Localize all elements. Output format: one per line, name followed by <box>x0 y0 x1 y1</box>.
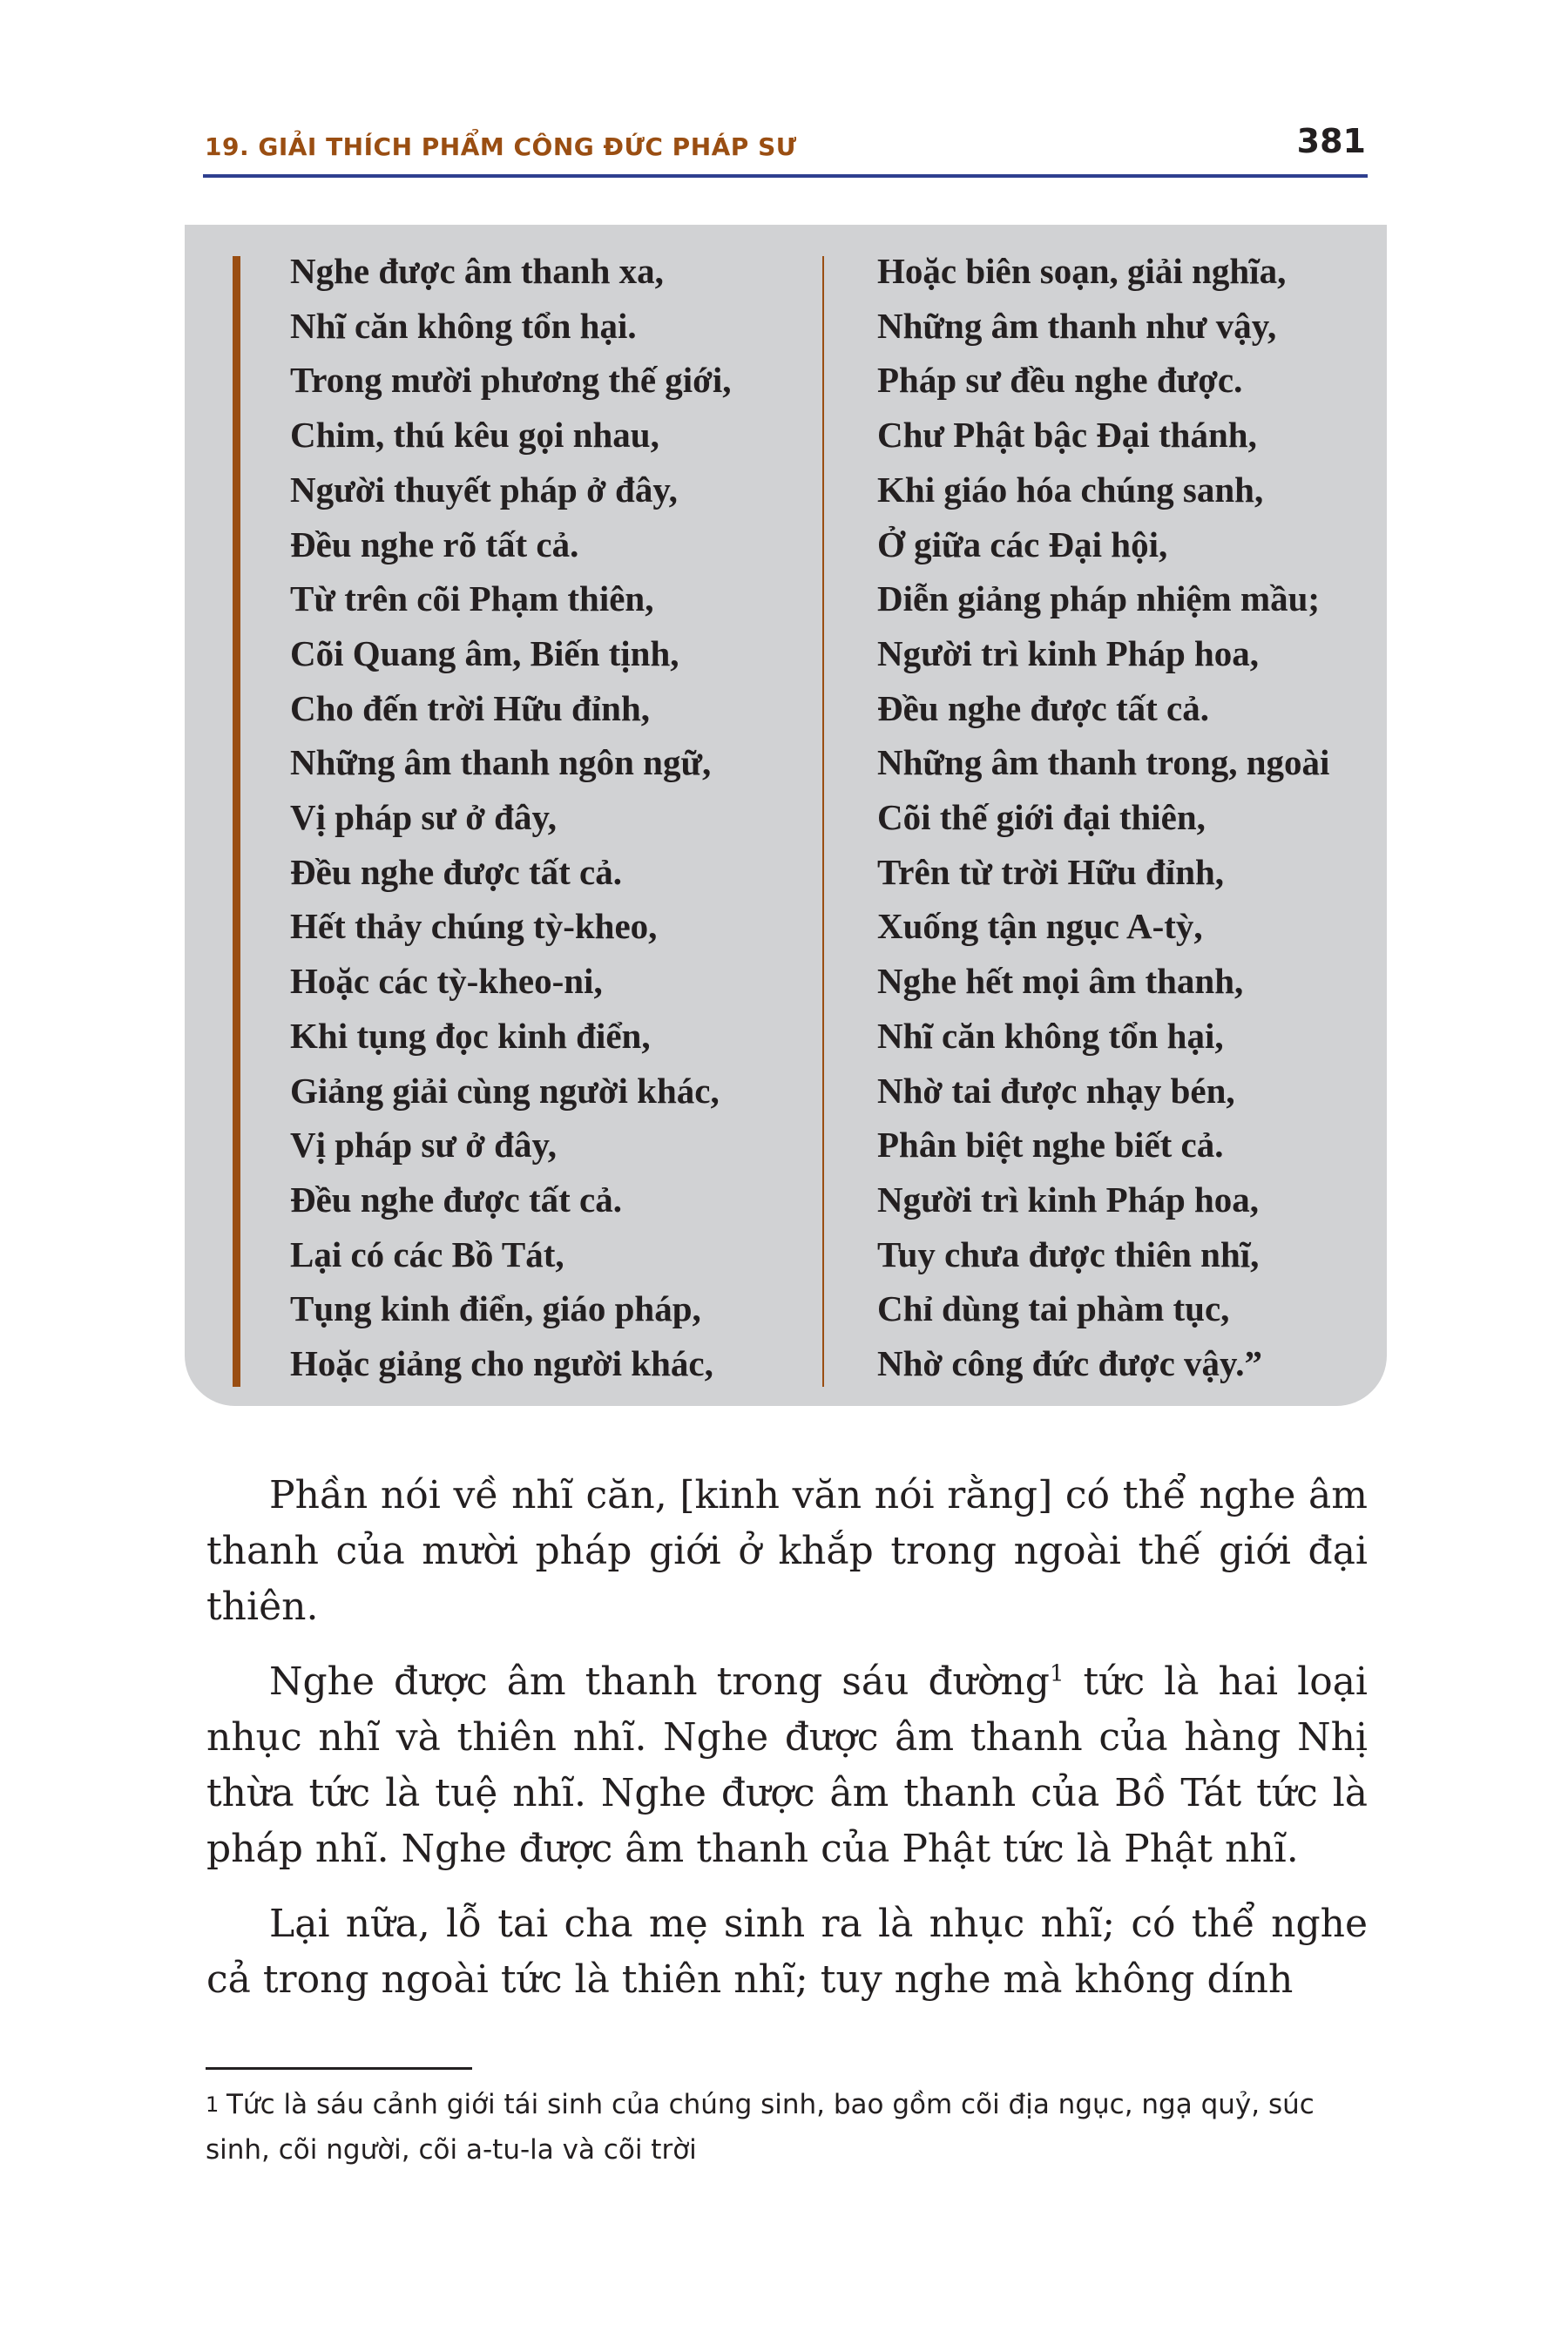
verse-line: Hoặc các tỳ-kheo-ni, <box>290 961 603 1002</box>
footnote-text: Tức là sáu cảnh giới tái sinh của chúng sinh, bao gồm cõi địa ngục, ngạ quỷ, súc sinh, cõi người, cõi a-tu-la và cõi trời <box>206 2089 1315 2166</box>
footnote <box>206 2082 1369 2173</box>
verse-line: Từ trên cõi Phạm thiên, <box>290 578 654 619</box>
verse-line: Giảng giải cùng người khác, <box>290 1070 720 1111</box>
verse-line: Người trì kinh Pháp hoa, <box>877 632 1260 673</box>
verse-line: Lại có các Bồ Tát, <box>290 1233 564 1274</box>
page-number: 381 <box>1296 122 1366 160</box>
verse-line: Tụng kinh điển, giáo pháp, <box>290 1288 701 1329</box>
verse-line: Người trì kinh Pháp hoa, <box>877 1179 1260 1220</box>
footnote-mark: 1 <box>206 2092 220 2117</box>
paragraph: Lại nữa, lỗ tai cha mẹ sinh ra là nhục nhĩ; có thể nghe cả trong ngoài tức là thiên nhĩ; tuy nghe mà không dính <box>206 1902 1368 2002</box>
verse-column-left <box>290 244 813 1391</box>
verse-line: Chim, thú kêu gọi nhau, <box>290 415 659 456</box>
verse-column-divider <box>822 256 824 1387</box>
verse-line: Những âm thanh trong, ngoài <box>877 742 1330 783</box>
verse-line: Nhờ công đức được vậy.” <box>877 1343 1263 1384</box>
paragraph: Phần nói về nhĩ căn, [kinh văn nói rằng] có thể nghe âm thanh của mười pháp giới ở khắp trong ngoài thế giới đại thiên. <box>206 1473 1368 1629</box>
verse-line: Nhĩ căn không tổn hại. <box>290 305 637 346</box>
footnote-reference[interactable]: 1 <box>1049 1660 1064 1687</box>
paragraph-text: Nghe được âm thanh trong sáu đường <box>269 1659 1050 1704</box>
paragraph <box>206 1654 1368 1877</box>
verse-line: Nhờ tai được nhạy bén, <box>877 1070 1235 1111</box>
verse-line: Đều nghe được tất cả. <box>290 1179 622 1220</box>
verse-line: Những âm thanh ngôn ngữ, <box>290 742 712 783</box>
verse-line: Nhĩ căn không tổn hại, <box>877 1015 1224 1056</box>
verse-line: Pháp sư đều nghe được. <box>877 360 1243 401</box>
verse-line: Đều nghe được tất cả. <box>877 687 1209 728</box>
verse-line: Vị pháp sư ở đây, <box>290 1125 557 1166</box>
verse-line: Trên từ trời Hữu đỉnh, <box>877 851 1225 892</box>
verse-line: Phân biệt nghe biết cả. <box>877 1125 1224 1166</box>
verse-line: Khi giáo hóa chúng sanh, <box>877 469 1264 510</box>
verse-line: Chư Phật bậc Đại thánh, <box>877 415 1257 456</box>
footnote-rule <box>206 2067 472 2070</box>
verse-column-right <box>877 244 1382 1391</box>
verse-line: Đều nghe rõ tất cả. <box>290 524 579 564</box>
header-rule <box>203 174 1368 178</box>
verse-line: Đều nghe được tất cả. <box>290 851 622 892</box>
verse-line: Nghe được âm thanh xa, <box>290 251 664 291</box>
chapter-title: 19. GIẢI THÍCH PHẨM CÔNG ĐỨC PHÁP SƯ <box>205 132 797 161</box>
verse-line: Tuy chưa được thiên nhĩ, <box>877 1233 1260 1274</box>
verse-line: Cõi thế giới đại thiên, <box>877 797 1206 838</box>
verse-line: Những âm thanh như vậy, <box>877 305 1277 346</box>
verse-line: Khi tụng đọc kinh điển, <box>290 1015 651 1056</box>
verse-line: Vị pháp sư ở đây, <box>290 797 557 838</box>
verse-line: Diễn giảng pháp nhiệm mầu; <box>877 578 1321 619</box>
verse-line: Hoặc giảng cho người khác, <box>290 1343 713 1384</box>
verse-line: Hoặc biên soạn, giải nghĩa, <box>877 251 1287 291</box>
paragraph-text: tức là hai loại nhục nhĩ và thiên nhĩ. Nghe được âm thanh của hàng Nhị thừa tức là tuệ nhĩ. Nghe được âm thanh của Bồ Tát tức là pháp nhĩ. Nghe được âm thanh của Phật tức là Phật nhĩ. <box>206 1659 1368 1871</box>
verse-line: Hết thảy chúng tỳ-kheo, <box>290 906 658 947</box>
verse-line: Trong mười phương thế giới, <box>290 360 732 401</box>
verse-line: Xuống tận ngục A-tỳ, <box>877 906 1203 947</box>
verse-line: Nghe hết mọi âm thanh, <box>877 961 1244 1002</box>
verse-line: Cõi Quang âm, Biến tịnh, <box>290 632 679 673</box>
verse-line: Người thuyết pháp ở đây, <box>290 469 678 510</box>
verse-line: Chỉ dùng tai phàm tục, <box>877 1288 1230 1329</box>
verse-line: Ở giữa các Đại hội, <box>877 524 1168 564</box>
body-text <box>206 1468 1368 2027</box>
verse-accent-bar <box>233 256 240 1387</box>
verse-line: Cho đến trời Hữu đỉnh, <box>290 687 651 728</box>
